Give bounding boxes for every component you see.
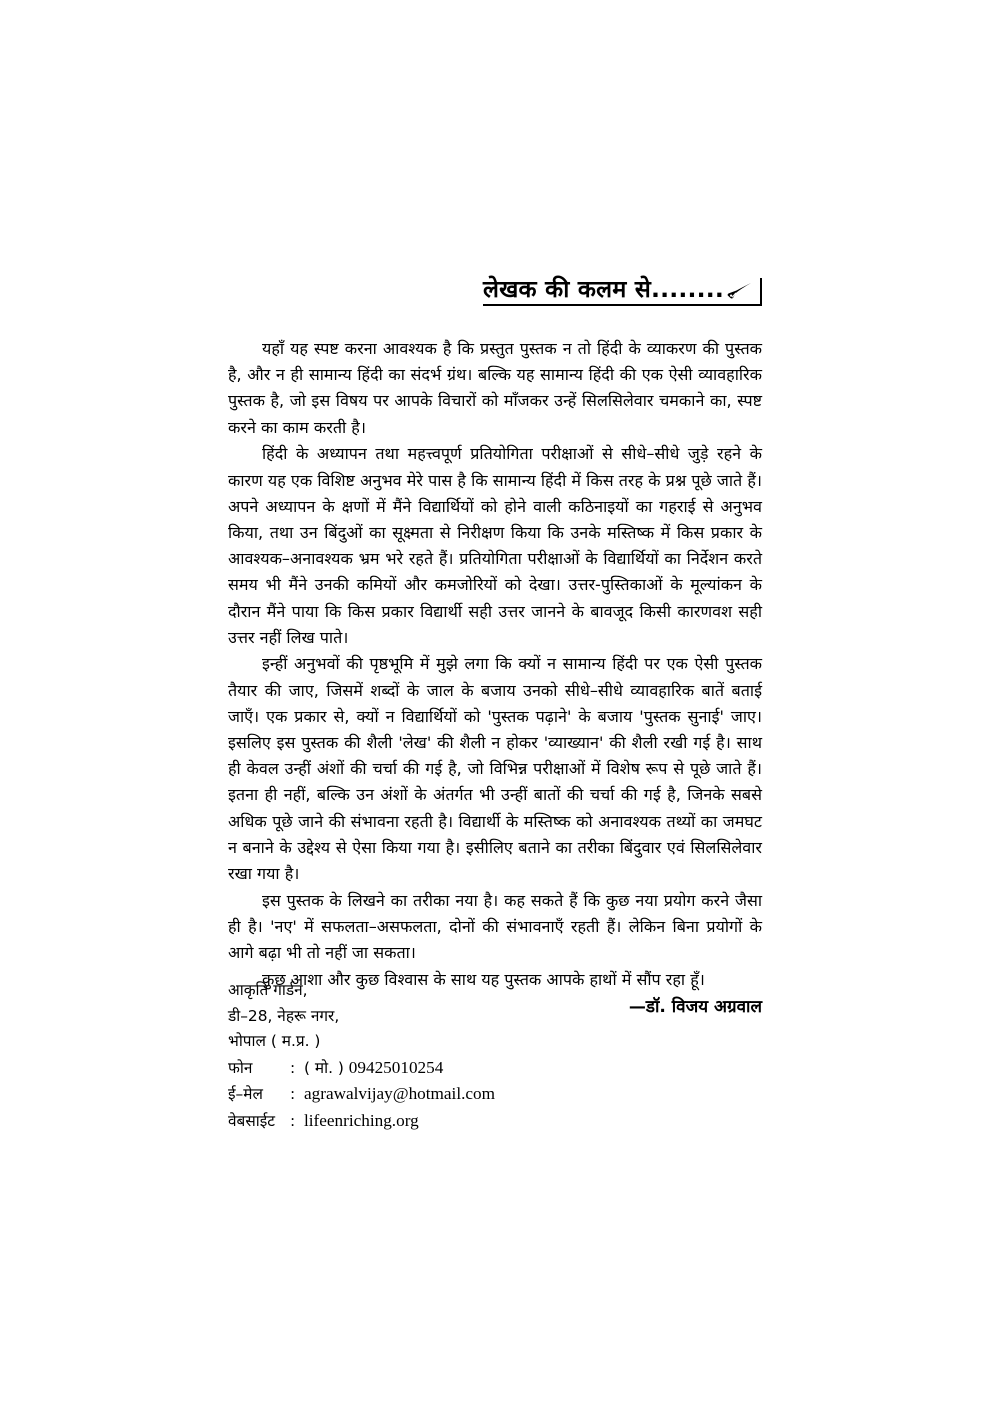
pen-nib-icon (726, 281, 752, 301)
address-line: आकृति गार्डन, (228, 981, 308, 999)
phone-value (304, 1055, 443, 1082)
paragraph: कुछ आशा और कुछ विश्वास के साथ यह पुस्तक आपके हाथों में सौंप रहा हूँ। (262, 969, 705, 989)
contact-label: फोन (228, 1058, 253, 1077)
heading-rule-box (482, 275, 762, 306)
contact-row-website (228, 1108, 648, 1135)
contact-label: ई–मेल (228, 1085, 263, 1104)
email-value[interactable]: agrawalvijay@hotmail.com (304, 1084, 495, 1104)
paragraph: इस पुस्तक के लिखने का तरीका नया है। कह सकते हैं कि कुछ नया प्रयोग करने जैसा ही है। 'नए' में सफलता–असफलता, दोनों की संभावनाएँ रहती हैं। लेकिन बिना प्रयोगों के आगे बढ़ा भी तो नहीं जा सकता। (228, 890, 762, 963)
contact-row-phone (228, 1055, 648, 1082)
page-heading (228, 275, 762, 306)
contact-separator: : (290, 1085, 296, 1104)
page-title: लेखक की कलम से........ (482, 275, 724, 303)
letter-body (228, 336, 762, 1020)
phone-number: 09425010254 (348, 1057, 444, 1077)
author-signature: —डॉ. विजय अग्रवाल (628, 997, 762, 1018)
contact-label: वेबसाईट (228, 1111, 276, 1130)
paragraph: इन्हीं अनुभवों की पृष्ठभूमि में मुझे लगा कि क्यों न सामान्य हिंदी पर एक ऐसी पुस्तक तैयार की जाए, जिसमें शब्दों के जाल के बजाय उनको सीधे–सीधे व्यावहारिक बातें बताई जाएँ। एक प्रकार से, क्यों न विद्यार्थियों को 'पुस्तक पढ़ाने' के बजाय 'पुस्तक सुनाई' जाए। इसलिए इस पुस्तक की शैली 'लेख' की शैली न होकर 'व्याख्यान' की शैली रखी गई है। साथ ही केवल उन्हीं अंशों की चर्चा की गई है, जो विभिन्न परीक्षाओं में विशेष रूप से पूछे जाते हैं। इतना ही नहीं, बल्कि उन अंशों के अंतर्गत भी उन्हीं बातों की चर्चा की गई है, जिनके सबसे अधिक पूछे जाने की संभावना रहती है। विद्यार्थी के मस्तिष्क को अनावश्यक तथ्यों का जमघट न बनाने के उद्देश्य से ऐसा किया गया है। इसीलिए बताने का तरीका बिंदुवार एवं सिलसिलेवार रखा गया है। (228, 654, 762, 884)
contact-separator: : (290, 1058, 296, 1077)
address-line: डी–28, नेहरू नगर, (228, 1006, 340, 1025)
website-value[interactable]: lifeenriching.org (304, 1110, 419, 1130)
paragraph: यहाँ यह स्पष्ट करना आवश्यक है कि प्रस्तुत पुस्तक न तो हिंदी के व्याकरण की पुस्तक है, और न ही सामान्य हिंदी का संदर्भ ग्रंथ। बल्कि यह सामान्य हिंदी की एक ऐसी व्यावहारिक पुस्तक है, जो इस विषय पर आपके विचारों को माँजकर उन्हें सिलसिलेवार चमकाने का, स्पष्ट करने का काम करती है। (228, 339, 762, 437)
address-line: भोपाल ( म.प्र. ) (228, 1032, 321, 1051)
paragraph: हिंदी के अध्यापन तथा महत्त्वपूर्ण प्रतियोगिता परीक्षाओं से सीधे–सीधे जुड़े रहने के कारण यह एक विशिष्ट अनुभव मेरे पास है कि सामान्य हिंदी में किस तरह के प्रश्न पूछे जाते हैं। अपने अध्यापन के क्षणों में मैंने विद्यार्थियों को होने वाली कठिनाइयों का गहराई से अनुभव किया, तथा उन बिंदुओं का सूक्ष्मता से निरीक्षण किया कि उनके मस्तिष्क में किस प्रकार के आवश्यक–अनावश्यक भ्रम भरे रहते हैं। प्रतियोगिता परीक्षाओं के विद्यार्थियों का निर्देशन करते समय भी मैंने उनकी कमियों और कमजोरियों को देखा। उत्तर-पुस्तिकाओं के मूल्यांकन के दौरान मैंने पाया कि किस प्रकार विद्यार्थी सही उत्तर जानने के बावजूद किसी कारणवश सही उत्तर नहीं लिख पाते। (228, 444, 762, 647)
phone-prefix: ( मो. ) (304, 1058, 344, 1077)
contact-row-email (228, 1081, 648, 1108)
contact-separator: : (290, 1111, 296, 1130)
author-address-block (228, 978, 648, 1135)
